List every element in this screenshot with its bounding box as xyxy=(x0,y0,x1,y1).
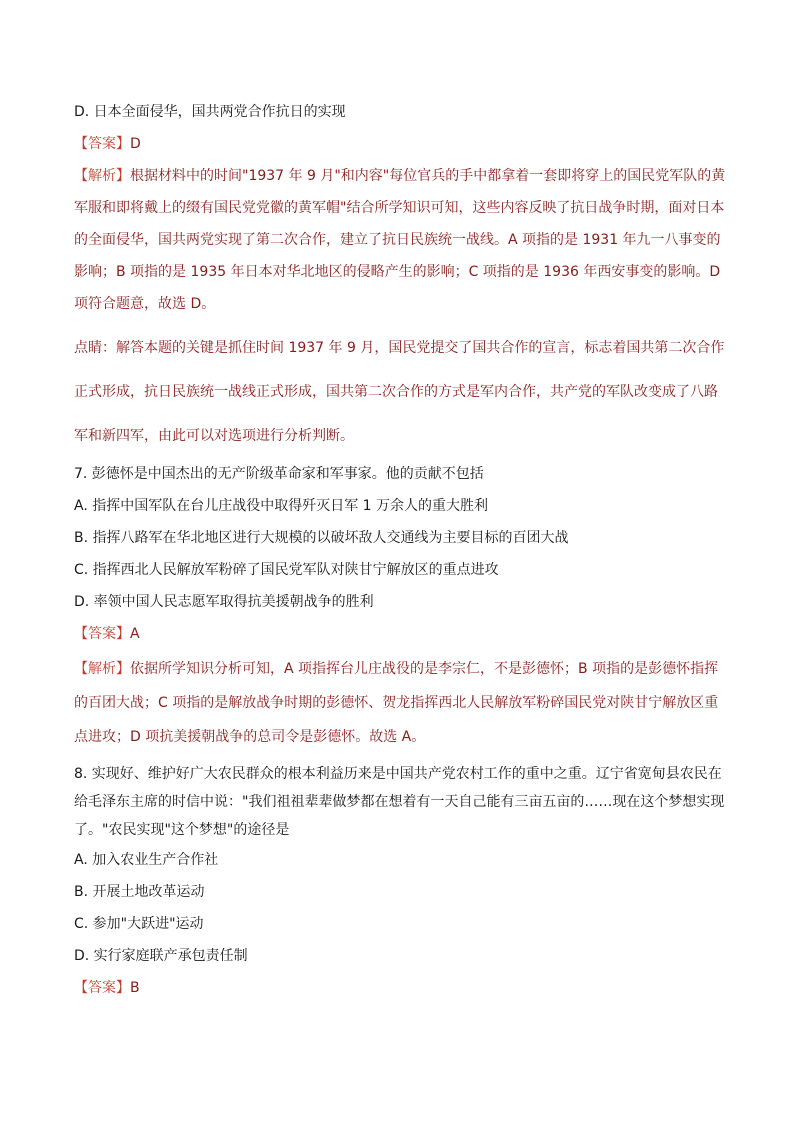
q7-option-b: B. 指挥八路军在华北地区进行大规模的以破坏敌人交通线为主要目标的百团大战 xyxy=(74,530,569,546)
q7-option-c: C. 指挥西北人民解放军粉碎了国民党军队对陕甘宁解放区的重点进攻 xyxy=(74,562,499,578)
answer-value: D xyxy=(130,136,141,152)
q8-option-b: B. 开展土地改革运动 xyxy=(74,884,205,900)
analysis-line: 项符合题意，故选 D。 xyxy=(74,296,216,312)
analysis-line: 影响；B 项指的是 1935 年日本对华北地区的侵略产生的影响；C 项指的是 1936 年西安事变的影响。D xyxy=(74,264,721,280)
answer-value: A xyxy=(130,626,140,642)
stem-line: 了。"农民实现"这个梦想"的途径是 xyxy=(74,822,290,838)
analysis-line: 的全面侵华，国共两党实现了第二次合作，建立了抗日民族统一战线。A 项指的是 1931 年九一八事变的 xyxy=(74,232,721,248)
analysis-line: 根据材料中的时间"1937 年 9 月"和内容"每位官兵的手中都拿着一套即将穿上的国民党军队的黄 xyxy=(130,168,726,184)
point-line: 军和新四军，由此可以对选项进行分析判断。 xyxy=(74,428,354,444)
analysis-line: 的百团大战；C 项指的是解放战争时期的彭德怀、贺龙指挥西北人民解放军粉碎国民党对陕甘宁解放区重 xyxy=(74,695,719,711)
point-line: 正式形成，抗日民族统一战线正式形成，国共第二次合作的方式是军内合作，共产党的军队改变成了八路 xyxy=(74,384,718,400)
q8-answer xyxy=(74,972,726,1004)
answer-tag: 【答案】 xyxy=(74,626,130,642)
q6-analysis xyxy=(74,160,726,320)
answer-tag: 【答案】 xyxy=(74,980,130,996)
q7-option-d: D. 率领中国人民志愿军取得抗美援朝战争的胜利 xyxy=(74,594,374,610)
q8-stem xyxy=(74,760,726,844)
answer-value: B xyxy=(130,980,140,996)
q7-answer xyxy=(74,618,726,650)
point-line: 点睛：解答本题的关键是抓住时间 1937 年 9 月，国民党提交了国共合作的宣言，标志着国共第二次合作 xyxy=(74,340,725,356)
q7-stem: 7. 彭德怀是中国杰出的无产阶级革命家和军事家。他的贡献不包括 xyxy=(74,466,484,482)
document-page xyxy=(74,96,726,1004)
analysis-tag: 【解析】 xyxy=(74,168,130,184)
q6-answer xyxy=(74,128,726,160)
q6-point xyxy=(74,326,726,458)
q8-option-c: C. 参加"大跃进"运动 xyxy=(74,916,204,932)
q6-option-d: D. 日本全面侵华，国共两党合作抗日的实现 xyxy=(74,104,346,120)
analysis-line: 军服和即将戴上的缀有国民党党徽的黄军帽"结合所学知识可知，这些内容反映了抗日战争时期，面对日本 xyxy=(74,200,725,216)
answer-tag: 【答案】 xyxy=(74,136,130,152)
stem-line: 8. 实现好、维护好广大农民群众的根本利益历来是中国共产党农村工作的重中之重。辽宁省宽甸县农民在 xyxy=(74,766,722,782)
q8-option-d: D. 实行家庭联产承包责任制 xyxy=(74,948,248,964)
stem-line: 给毛泽东主席的时信中说："我们祖祖辈辈做梦都在想着有一天自己能有三亩五亩的……现在这个梦想实现 xyxy=(74,794,725,810)
q8-option-a: A. 加入农业生产合作社 xyxy=(74,852,219,868)
q7-analysis xyxy=(74,652,726,754)
analysis-line: 依据所学知识分析可知，A 项指挥台儿庄战役的是李宗仁，不是彭德怀；B 项指的是彭德怀指挥 xyxy=(130,661,719,677)
analysis-tag: 【解析】 xyxy=(74,661,130,677)
analysis-line: 点进攻；D 项抗美援朝战争的总司令是彭德怀。故选 A。 xyxy=(74,729,426,745)
q7-option-a: A. 指挥中国军队在台儿庄战役中取得歼灭日军 1 万余人的重大胜利 xyxy=(74,498,489,514)
